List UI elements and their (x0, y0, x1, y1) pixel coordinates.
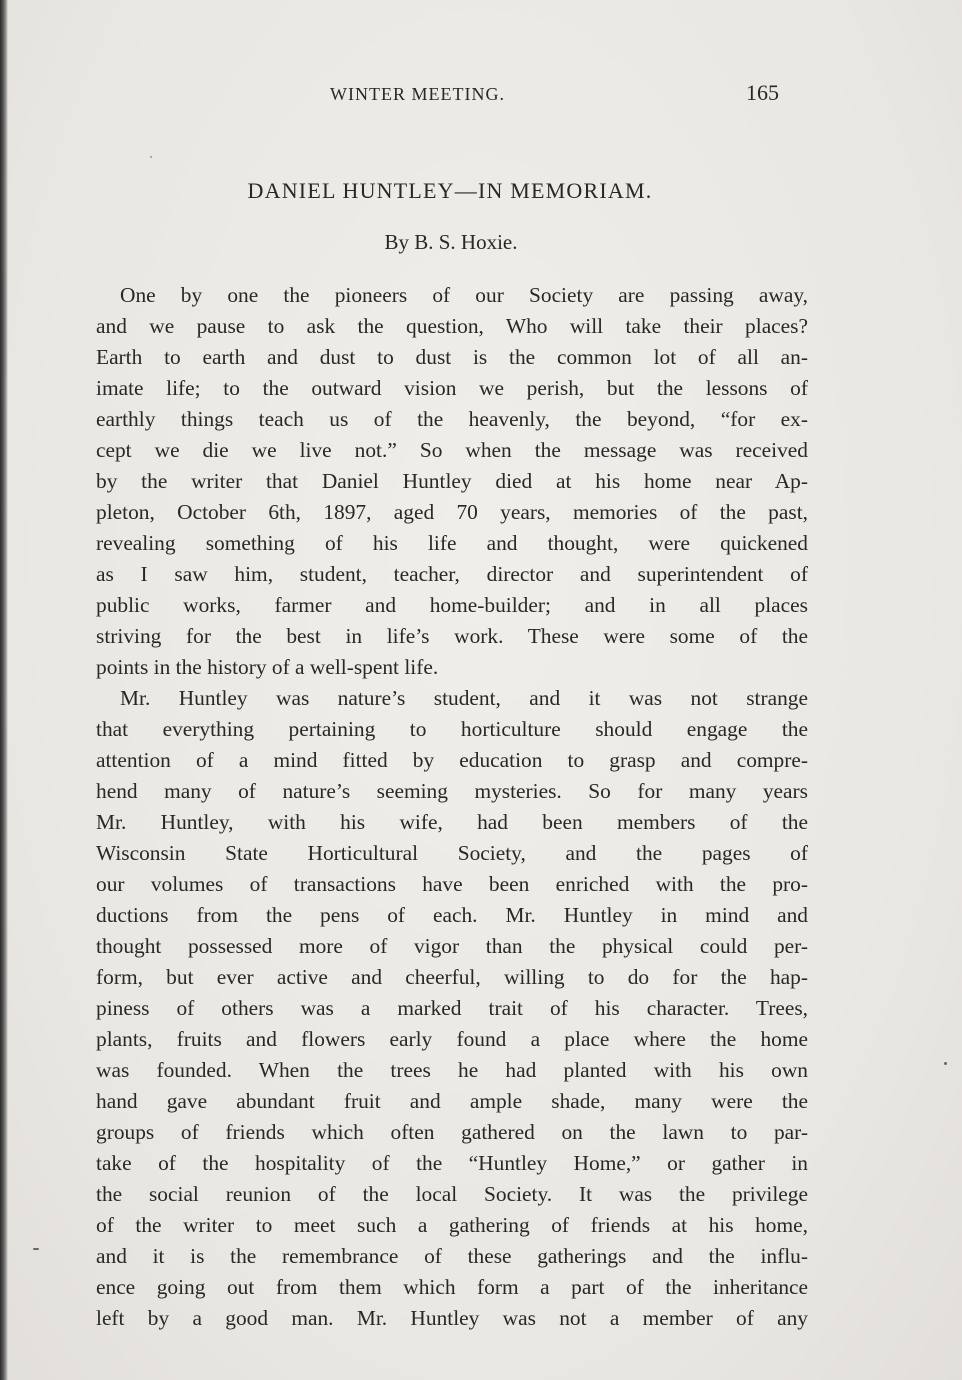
page-number: 165 (746, 80, 779, 105)
text-line: form, but ever active and cheerful, willing to do for the hap- (96, 965, 808, 989)
article-body (96, 280, 808, 1334)
page-binding-edge (0, 0, 8, 1380)
text-line: points in the history of a well-spent life. (96, 655, 439, 679)
text-line: Wisconsin State Horticultural Society, and the pages of (96, 841, 808, 865)
text-line: piness of others was a marked trait of his character. Trees, (96, 996, 808, 1020)
text-line: hand gave abundant fruit and ample shade, many were the (96, 1089, 808, 1113)
text-line: left by a good man. Mr. Huntley was not a member of any (96, 1306, 808, 1330)
text-line: of the writer to meet such a gathering of friends at his home, (96, 1213, 808, 1237)
paper-speck (944, 1062, 947, 1065)
text-line: by the writer that Daniel Huntley died at his home near Ap- (96, 469, 808, 493)
text-line: was founded. When the trees he had planted with his own (96, 1058, 808, 1082)
text-line: Earth to earth and dust to dust is the common lot of all an- (96, 345, 808, 369)
text-line: that everything pertaining to horticulture should engage the (96, 717, 808, 741)
text-line: our volumes of transactions have been enriched with the pro- (96, 872, 808, 896)
text-line: thought possessed more of vigor than the physical could per- (96, 934, 808, 958)
text-line: ductions from the pens of each. Mr. Huntley in mind and (96, 903, 808, 927)
article-title: DANIEL HUNTLEY—IN MEMORIAM. (247, 178, 653, 203)
running-head: WINTER MEETING. (330, 84, 505, 104)
text-line: groups of friends which often gathered on the lawn to par- (96, 1120, 808, 1144)
text-line: revealing something of his life and thought, were quickened (96, 531, 808, 555)
paper-speck (33, 1248, 39, 1250)
text-line: and it is the remembrance of these gatherings and the influ- (96, 1244, 808, 1268)
text-line: Mr. Huntley, with his wife, had been members of the (96, 810, 808, 834)
paper-speck (150, 156, 152, 158)
text-line: imate life; to the outward vision we perish, but the lessons of (96, 376, 808, 400)
paragraph-1 (96, 280, 808, 683)
text-line: and we pause to ask the question, Who will take their places? (96, 314, 808, 338)
text-line: attention of a mind fitted by education to grasp and compre- (96, 748, 808, 772)
text-line: hend many of nature’s seeming mysteries. So for many years (96, 779, 808, 803)
text-line: earthly things teach us of the heavenly, the beyond, “for ex- (96, 407, 808, 431)
text-line: pleton, October 6th, 1897, aged 70 years, memories of the past, (96, 500, 808, 524)
text-line: plants, fruits and flowers early found a place where the home (96, 1027, 808, 1051)
paragraph-2 (96, 683, 808, 1334)
text-line: cept we die we live not.” So when the message was received (96, 438, 808, 462)
text-line: as I saw him, student, teacher, director and superintendent of (96, 562, 808, 586)
text-line: striving for the best in life’s work. These were some of the (96, 624, 808, 648)
text-line: take of the hospitality of the “Huntley Home,” or gather in (96, 1151, 808, 1175)
text-line: ence going out from them which form a part of the inheritance (96, 1275, 808, 1299)
text-line: Mr. Huntley was nature’s student, and it was not strange (120, 686, 808, 710)
text-line: the social reunion of the local Society. It was the privilege (96, 1182, 808, 1206)
text-line: One by one the pioneers of our Society are passing away, (120, 283, 808, 307)
article-byline: By B. S. Hoxie. (384, 230, 518, 254)
text-line: public works, farmer and home-builder; and in all places (96, 593, 808, 617)
